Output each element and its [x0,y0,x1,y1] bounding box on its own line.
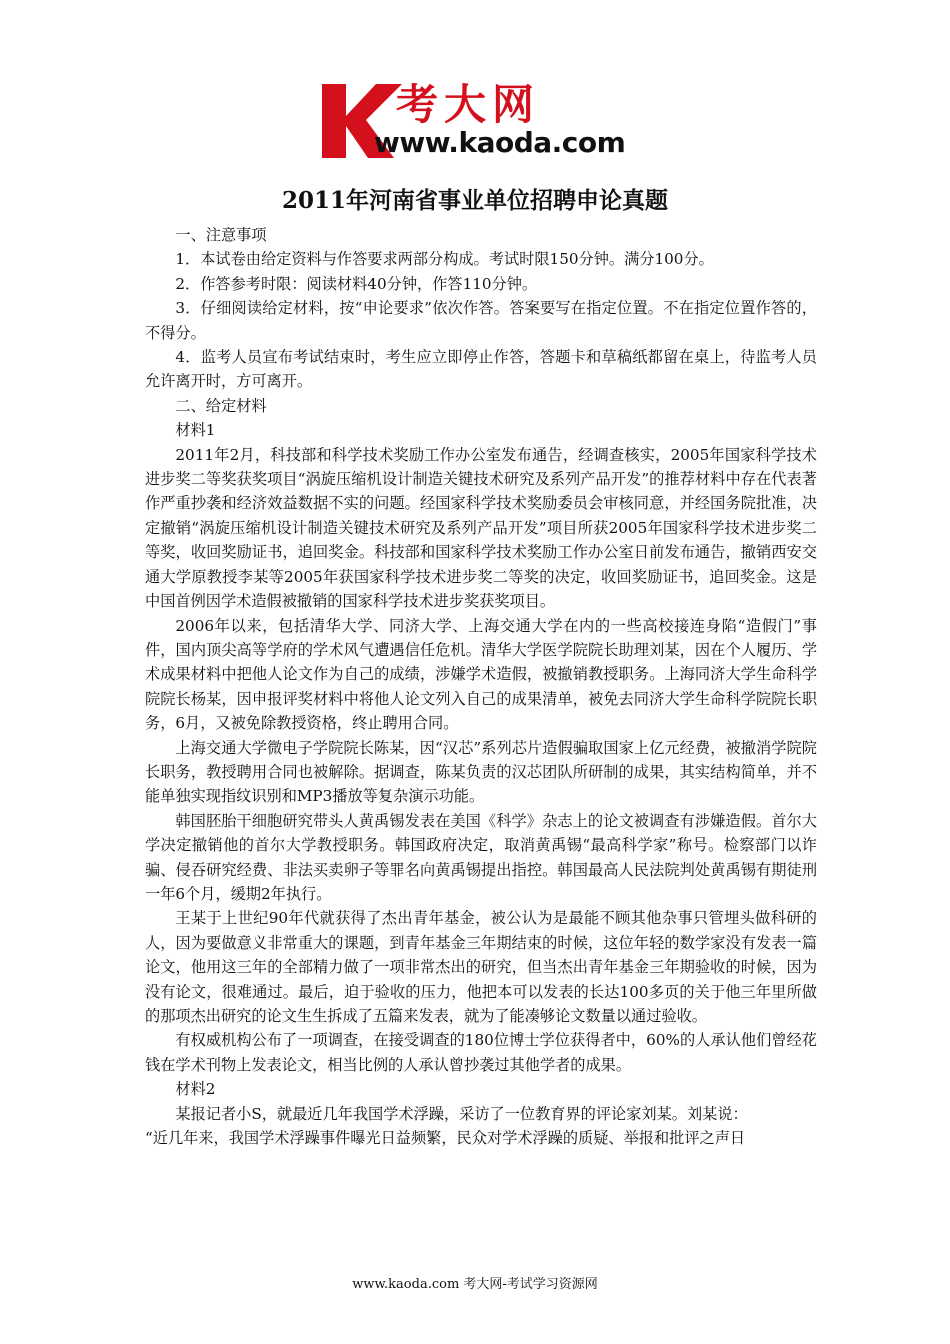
kaoda-logo [314,80,644,160]
material-heading: 材料1 [175,421,216,440]
paragraph: 2006年以来，包括清华大学、同济大学、上海交通大学在内的一些高校接连身陷“造假门”事件，国内顶尖高等学府的学术风气遭遇信任危机。清华大学医学院院长助理刘某，因在个人履历、学术成果材料中把他人论文作为自己的成绩，涉嫌学术造假，被撤销教授职务。上海同济大学生命科学院院长杨某，因申报评奖材料中将他人论文列入自己的成果清单，被免去同济大学生命科学院院长职务，6月，又被免除教授资格，终止聘用合同。 [145,616,817,733]
paragraph: 王某于上世纪90年代就获得了杰出青年基金，被公认为是最能不顾其他杂事只管埋头做科研的人，因为要做意义非常重大的课题，到青年基金三年期结束的时候，这位年轻的数学家没有发表一篇论文，他用这三年的全部精力做了一项非常杰出的研究，但当杰出青年基金三年期验收的时候，因为没有论文，很难通过。最后，迫于验收的压力，他把本可以发表的长达100多页的关于他三年里所做的那项杰出研究的论文生生拆成了五篇来发表，就为了能凑够论文数量以通过验收。 [145,909,817,1025]
section-heading: 二、给定材料 [175,396,267,415]
logo-chinese-name: 考大网 [396,80,541,129]
paragraph: 3．仔细阅读给定材料，按“申论要求”依次作答。答案要写在指定位置。不在指定位置作答的，不得分。 [145,299,817,342]
paragraph: 上海交通大学微电子学院院长陈某，因“汉芯”系列芯片造假骗取国家上亿元经费，被撤消学院院长职务，教授聘用合同也被解除。据调查，陈某负责的汉芯团队所研制的成果，其实结构简单，并不能单独实现指纹识别和MP3播放等复杂演示功能。 [145,738,817,806]
paragraph: 2．作答参考时限：阅读材料40分钟，作答110分钟。 [175,274,538,293]
paragraph: 2011年2月，科技部和科学技术奖励工作办公室发布通告，经调查核实，2005年国家科学技术进步奖二等奖获奖项目“涡旋压缩机设计制造关键技术研究及系列产品开发”的推荐材料中存在代表著作严重抄袭和经济效益数据不实的问题。经国家科学技术奖励委员会审核同意，并经国务院批准，决定撤销“涡旋压缩机设计制造关键技术研究及系列产品开发”项目所获2005年国家科学技术进步奖二等奖，收回奖励证书，追回奖金。科技部和国家科学技术奖励工作办公室日前发布通告，撤销西安交通大学原教授李某等2005年获国家科学技术进步奖二等奖的决定，收回奖励证书，追回奖金。这是中国首例因学术造假被撤销的国家科学技术进步奖获奖项目。 [145,445,817,611]
paragraph: 韩国胚胎干细胞研究带头人黄禹锡发表在美国《科学》杂志上的论文被调查有涉嫌造假。首尔大学决定撤销他的首尔大学教授职务。韩国政府决定，取消黄禹锡“最高科学家”称号。检察部门以诈骗、侵吞研究经费、非法买卖卵子等罪名向黄禹锡提出指控。韩国最高人民法院判处黄禹锡有期徒刑一年6个月，缓期2年执行。 [145,811,817,903]
page-footer: www.kaoda.com 考大网-考试学习资源网 [352,1277,598,1292]
document-title: 2011年河南省事业单位招聘申论真题 [281,187,668,214]
paragraph: “近几年来，我国学术浮躁事件曝光日益频繁，民众对学术浮躁的质疑、举报和批评之声日 [145,1129,746,1148]
logo-url: www.kaoda.com [374,126,626,159]
material-heading: 材料2 [175,1080,216,1099]
paragraph: 1．本试卷由给定资料与作答要求两部分构成。考试时限150分钟。满分100分。 [175,250,714,269]
document-body [145,223,817,1150]
paragraph: 某报记者小S，就最近几年我国学术浮躁，采访了一位教育界的评论家刘某。刘某说： [175,1104,748,1123]
paragraph: 4．监考人员宣布考试结束时，考生应立即停止作答，答题卡和草稿纸都留在桌上，待监考人员允许离开时，方可离开。 [145,348,817,391]
paragraph: 有权威机构公布了一项调查，在接受调查的180位博士学位获得者中，60%的人承认他们曾经花钱在学术刊物上发表论文，相当比例的人承认曾抄袭过其他学者的成果。 [145,1031,817,1074]
section-heading: 一、注意事项 [175,226,267,244]
